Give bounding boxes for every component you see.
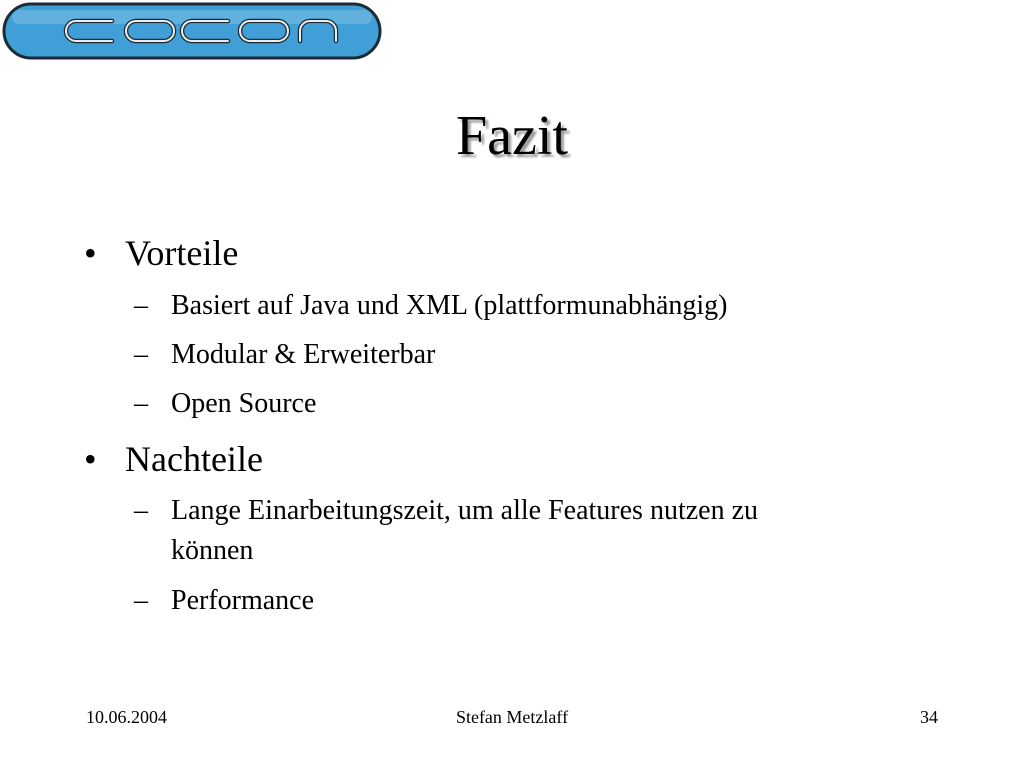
sub-item-text: können bbox=[171, 535, 254, 566]
footer-date: 10.06.2004 bbox=[86, 707, 167, 727]
cocoon-logo-graphic bbox=[2, 2, 382, 60]
sub-item-text: Modular & Erweiterbar bbox=[171, 339, 436, 370]
slide-title: Fazit bbox=[456, 105, 568, 167]
sub-dash: – bbox=[134, 290, 148, 321]
bullet-dot: • bbox=[84, 439, 97, 479]
sub-item-text: Performance bbox=[171, 585, 315, 616]
sub-item-text: Open Source bbox=[171, 388, 317, 419]
sub-item-text: Lange Einarbeitungszeit, um alle Features nutzen zu bbox=[171, 495, 759, 526]
bullet-label: Nachteile bbox=[125, 439, 263, 479]
sub-item-text: Basiert auf Java und XML (plattformunabhängig) bbox=[171, 290, 728, 321]
sub-dash: – bbox=[134, 495, 148, 526]
sub-dash: – bbox=[134, 585, 148, 616]
sub-dash: – bbox=[134, 339, 148, 370]
sub-dash: – bbox=[134, 388, 148, 419]
footer-page-number: 34 bbox=[920, 707, 938, 727]
bullet-dot: • bbox=[84, 233, 97, 273]
footer-author: Stefan Metzlaff bbox=[455, 707, 569, 727]
bullet-label: Vorteile bbox=[125, 233, 239, 273]
cocoon-logo bbox=[2, 2, 382, 60]
